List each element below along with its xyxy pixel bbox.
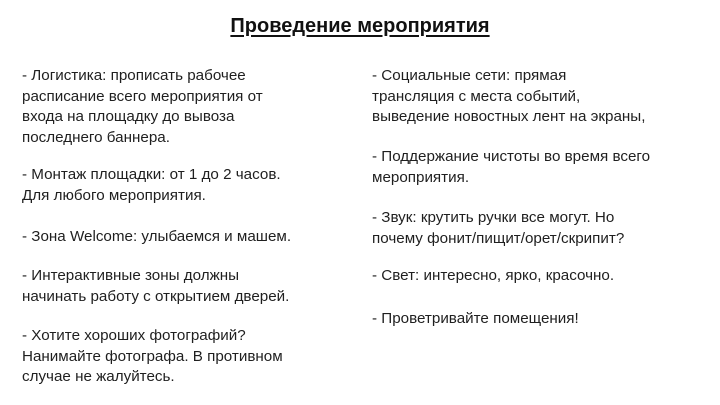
right-item-light: - Свет: интересно, ярко, красочно.	[372, 267, 615, 284]
right-item-ventilation: - Проветривайте помещения!	[372, 310, 579, 327]
slide-title-text: Проведение мероприятия	[230, 15, 490, 37]
slide-title	[0, 15, 720, 38]
right-item-cleanliness: - Поддержание чистоты во время всего мероприятия.	[372, 148, 651, 186]
left-item-photography: - Хотите хороших фотографий? Нанимайте фотографа. В противном случае не жалуйтесь.	[22, 327, 283, 385]
left-item-interactive-zones: - Интерактивные зоны должны начинать работу с открытием дверей.	[22, 267, 290, 305]
left-item-logistics: - Логистика: прописать рабочее расписание всего мероприятия от входа на площадку до вывоза последнего баннера.	[22, 67, 263, 146]
left-item-welcome-zone: - Зона Welcome: улыбаемся и машем.	[22, 228, 292, 245]
right-item-sound: - Звук: крутить ручки все могут. Но почему фонит/пищит/орет/скрипит?	[372, 209, 625, 247]
right-item-social-media: - Социальные сети: прямая трансляция с места событий, выведение новостных лент на экраны,	[372, 67, 646, 125]
left-item-setup: - Монтаж площадки: от 1 до 2 часов. Для любого мероприятия.	[22, 166, 281, 204]
